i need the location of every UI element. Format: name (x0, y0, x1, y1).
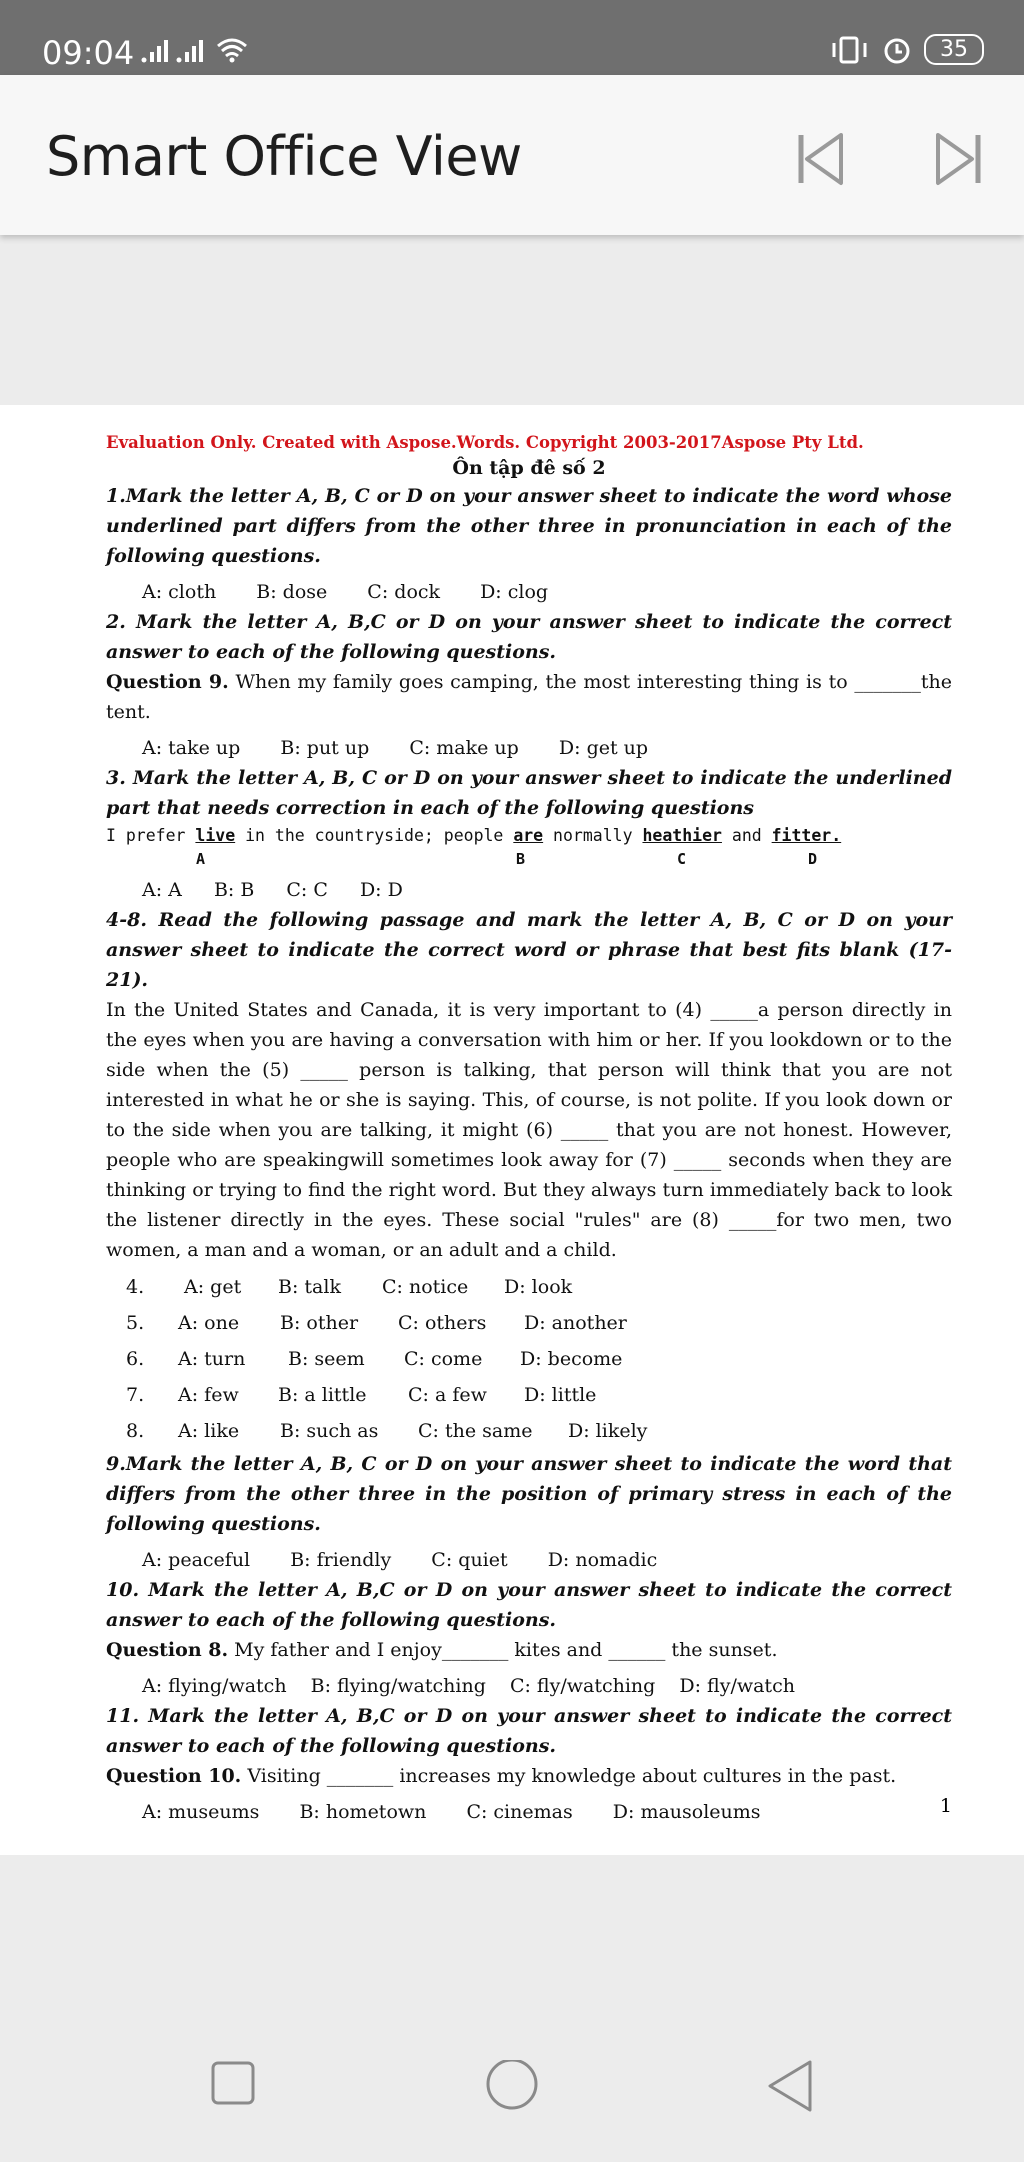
question-4-8-options (106, 1269, 952, 1449)
underline-letters (106, 849, 952, 869)
option-a: A: one (178, 1312, 240, 1334)
back-triangle-icon (766, 2060, 814, 2116)
question-label: Question 9. (106, 671, 229, 693)
wifi-icon (218, 40, 246, 56)
option-d: D: clog (480, 581, 549, 603)
circle-icon (484, 2060, 540, 2116)
option-d: D: little (524, 1384, 597, 1406)
section-1-options (106, 577, 952, 607)
option-d: D: mausoleums (612, 1801, 761, 1823)
home-button[interactable] (484, 2060, 540, 2121)
question-text: Visiting _______ increases my knowledge about cultures in the past. (247, 1765, 897, 1787)
option-b: B: such as (280, 1420, 379, 1442)
question-number: 5. (126, 1312, 145, 1334)
evaluation-notice: Evaluation Only. Created with Aspose.Words. Copyright 2003-2017Aspose Pty Ltd. (106, 433, 864, 452)
option-a: A: museums (142, 1801, 260, 1823)
option-d: D: fly/watch (679, 1675, 795, 1697)
option-a: A: get (184, 1276, 242, 1298)
option-a: A: cloth (142, 581, 217, 603)
option-b: B: friendly (290, 1549, 392, 1571)
question-row (106, 1305, 952, 1341)
option-c: C: come (404, 1348, 483, 1370)
reading-passage: In the United States and Canada, it is very important to (4) _____a person directly in the eyes when you are having a conversation with him or her. If you lookdown or to the side when the (5) _____ person is talking, that person will think that you are not interested in what he or she is saying. This, of course, is not polite. If you look down or to the side when you are talking, it might (6) _____ that you are not honest. However, people who are speakingwill sometimes look away for (7) _____ seconds when they are thinking or trying to find the right word. But they always turn immediately back to look the listener directly in the eyes. These social "rules" are (8) _____for two men, two women, a man and a woman, or an adult and a child. (106, 999, 952, 1261)
skip-next-icon (932, 131, 984, 187)
letter-b: B (516, 850, 526, 868)
underlined-d: fitter. (771, 826, 842, 845)
square-icon (210, 2060, 256, 2106)
status-bar (0, 0, 1024, 75)
vibrate-icon (830, 35, 870, 65)
option-c: C: dock (367, 581, 441, 603)
option-d: D: another (524, 1312, 627, 1334)
section-9-instruction: 9.Mark the letter A, B, C or D on your answer sheet to indicate the word that differs from the other three in the position of primary stress in each of the following questions. (106, 1453, 952, 1535)
option-b: B: B (213, 879, 255, 901)
question-number: 4. (126, 1276, 145, 1298)
section-11-options (106, 1797, 952, 1827)
option-b: B: dose (256, 581, 328, 603)
option-a: A: flying/watch (142, 1675, 287, 1697)
option-c: C: cinemas (466, 1801, 573, 1823)
signal-icon (140, 34, 260, 69)
option-c: C: a few (408, 1384, 487, 1406)
section-4-instruction: 4-8. Read the following passage and mark the letter A, B, C or D on your answer sheet to indicate the correct word or phrase that best fits blank (17-21). (106, 909, 952, 991)
alarm-icon (882, 35, 912, 65)
option-d: D: nomadic (547, 1549, 658, 1571)
question-number: 8. (126, 1420, 145, 1442)
option-d: D: become (520, 1348, 623, 1370)
option-c: C: the same (418, 1420, 533, 1442)
error-sentence (106, 823, 952, 849)
sentence-part: I prefer (106, 826, 196, 845)
option-c: C: make up (409, 737, 519, 759)
letter-a: A (196, 850, 206, 868)
document-content (106, 431, 952, 1827)
next-page-button[interactable] (932, 131, 984, 187)
section-10-options (106, 1671, 952, 1701)
question-row (106, 1269, 952, 1305)
question-8 (106, 1635, 952, 1665)
document-title: Ôn tập đê số 2 (452, 457, 606, 479)
section-1-instruction: 1.Mark the letter A, B, C or D on your answer sheet to indicate the word whose underlined part differs from the other three in pronunciation in each of the following questions. (106, 485, 952, 567)
option-a: A: few (178, 1384, 239, 1406)
option-b: B: put up (280, 737, 370, 759)
option-d: D: likely (568, 1420, 648, 1442)
question-10 (106, 1761, 952, 1791)
question-number: 7. (126, 1384, 145, 1406)
option-b: B: flying/watching (310, 1675, 486, 1697)
question-9 (106, 667, 952, 727)
option-b: B: other (280, 1312, 359, 1334)
option-d: D: get up (558, 737, 649, 759)
battery-level: 35 (940, 37, 968, 62)
question-text: When my family goes camping, the most interesting thing is to _______the tent. (106, 671, 952, 723)
section-10-instruction: 10. Mark the letter A, B,C or D on your answer sheet to indicate the correct answer to each of the following questions. (106, 1579, 952, 1631)
sentence-part: in the countryside; people (235, 826, 514, 845)
underlined-a: live (195, 826, 236, 845)
option-c: C: C (286, 879, 328, 901)
battery-indicator (924, 34, 984, 65)
skip-previous-icon (795, 131, 847, 187)
option-a: A: peaceful (142, 1549, 251, 1571)
option-b: B: a little (278, 1384, 367, 1406)
option-a: A: turn (178, 1348, 246, 1370)
option-d: D: look (504, 1276, 573, 1298)
underlined-c: heathier (642, 826, 722, 845)
page-number: 1 (939, 1795, 952, 1817)
sentence-part: and (721, 826, 772, 845)
option-b: B: hometown (299, 1801, 427, 1823)
underlined-b: are (513, 826, 544, 845)
question-row (106, 1377, 952, 1413)
section-2-instruction: 2. Mark the letter A, B,C or D on your answer sheet to indicate the correct answer to each of the following questions. (106, 611, 952, 663)
option-a: A: take up (142, 737, 241, 759)
option-c: C: others (398, 1312, 487, 1334)
document-page[interactable] (0, 405, 1024, 1855)
status-time: 09:04 (42, 34, 135, 72)
option-b: B: seem (288, 1348, 365, 1370)
question-label: Question 8. (106, 1639, 229, 1661)
section-9-options (106, 1545, 952, 1575)
question-text: My father and I enjoy_______ kites and ______ the sunset. (234, 1639, 778, 1661)
section-3-instruction: 3. Mark the letter A, B, C or D on your answer sheet to indicate the underlined part that needs correction in each of the following questions (106, 767, 952, 819)
option-a: A: A (142, 879, 182, 901)
question-row (106, 1413, 952, 1449)
section-11-instruction: 11. Mark the letter A, B,C or D on your answer sheet to indicate the correct answer to each of the following questions. (106, 1705, 952, 1757)
option-c: C: quiet (431, 1549, 508, 1571)
letter-d: D (808, 850, 818, 868)
option-c: C: fly/watching (509, 1675, 656, 1697)
letter-c: C (677, 850, 687, 868)
recents-button[interactable] (210, 2060, 256, 2111)
section-2-options (106, 733, 952, 763)
app-bar (0, 75, 1024, 235)
option-c: C: notice (382, 1276, 469, 1298)
question-label: Question 10. (106, 1765, 242, 1787)
question-number: 6. (126, 1348, 145, 1370)
system-navigation-bar (0, 2020, 1024, 2162)
previous-page-button[interactable] (795, 131, 847, 187)
option-b: B: talk (278, 1276, 341, 1298)
back-button[interactable] (766, 2060, 814, 2121)
option-a: A: like (178, 1420, 240, 1442)
sentence-part: normally (543, 826, 643, 845)
app-title: Smart Office View (46, 125, 522, 188)
section-3-options (106, 875, 952, 905)
question-row (106, 1341, 952, 1377)
option-d: D: D (359, 879, 403, 901)
